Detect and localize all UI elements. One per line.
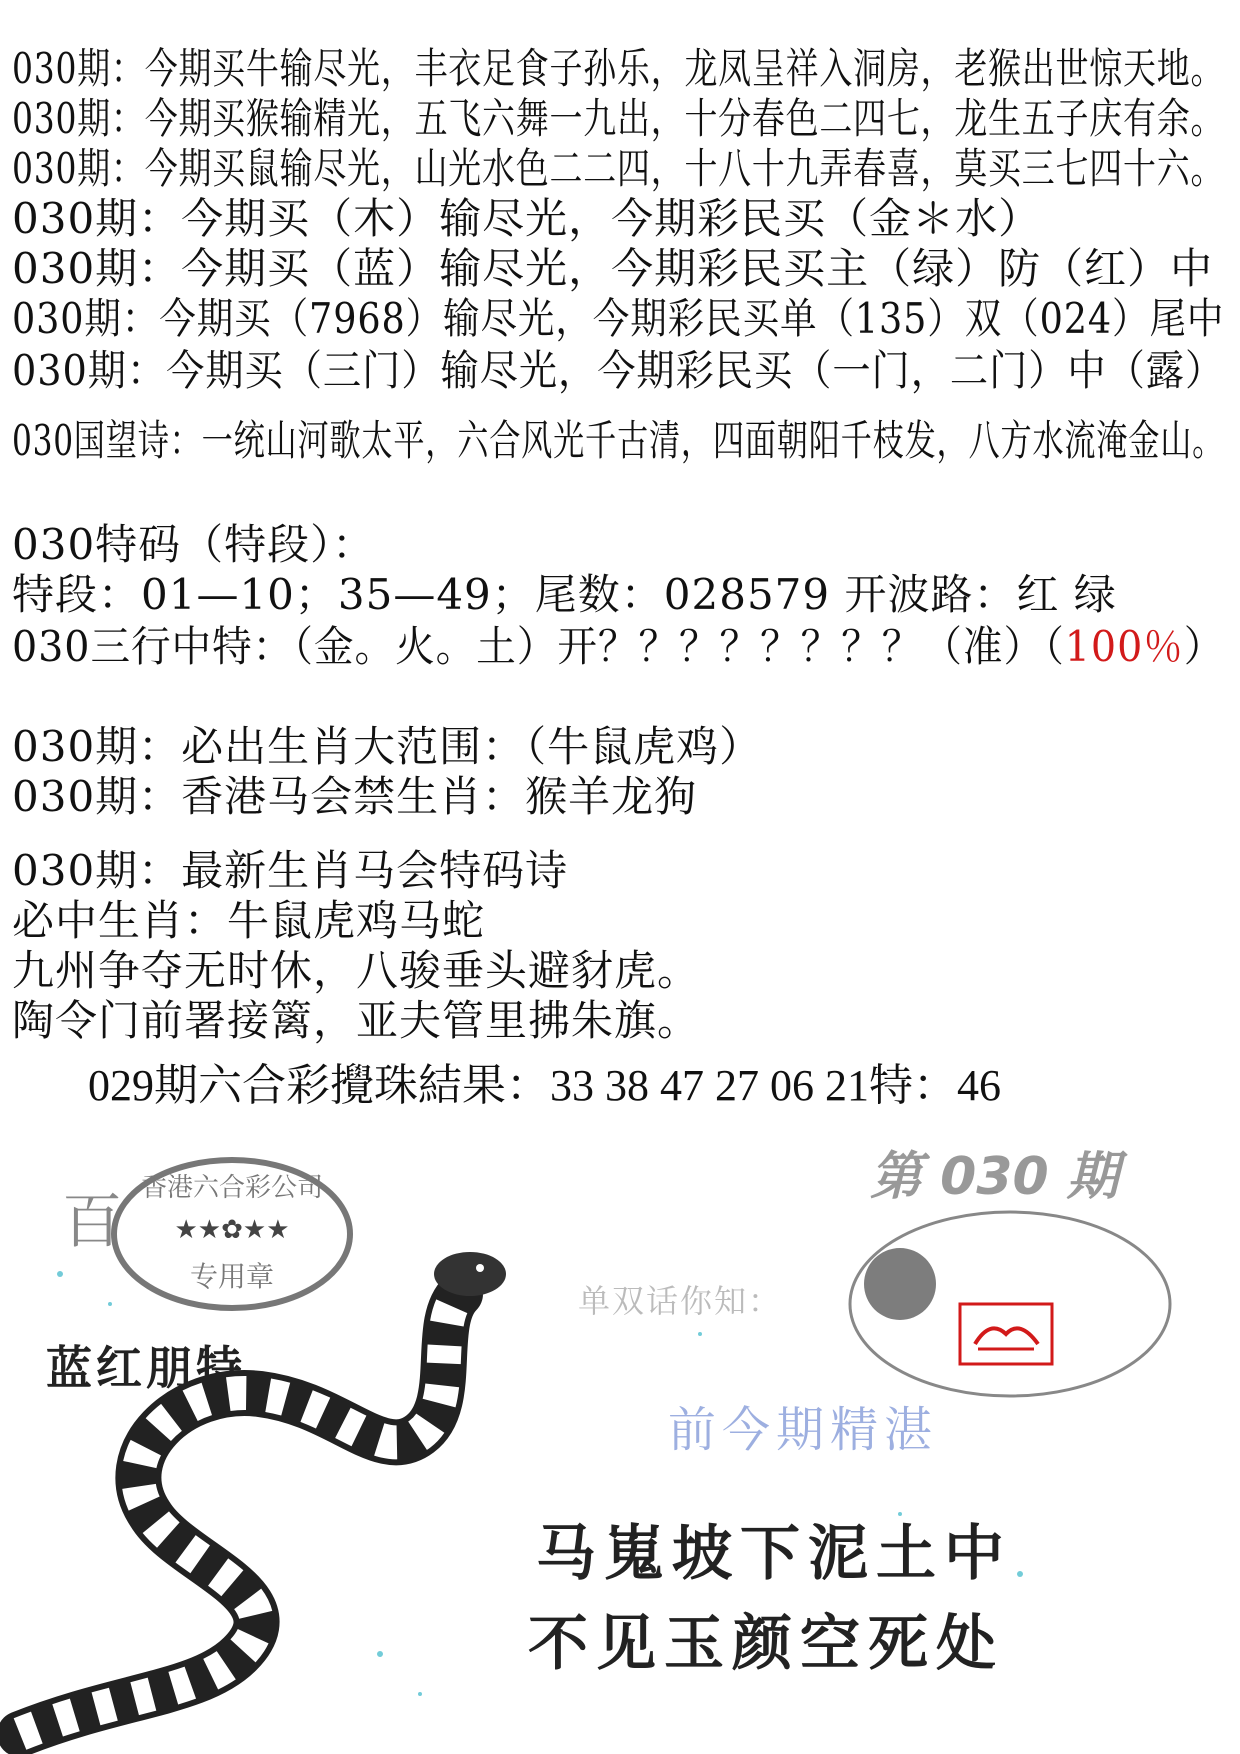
poem-line-2: 陶令门前署接篱，亚夫管里拂朱旗。 (12, 996, 701, 1045)
snake-illustration (20, 1252, 506, 1734)
national-poem-line: 030国望诗：一统山河歌太平，六合风光千古清，四面朝阳千枝发，八方水流淹金山。 (12, 416, 1225, 465)
percent-value: 100％ (1064, 622, 1184, 671)
company-seal (114, 1160, 350, 1308)
three-elements-line (12, 622, 1224, 672)
prediction-line-6: 030期：今期买（7968）输尽光，今期彩民买单（135）双（024）尾中 (12, 294, 1225, 343)
verse-line-2: 不见玉颜空死处 (528, 1609, 1004, 1679)
verse-line-1: 马嵬坡下泥土中 (536, 1519, 1012, 1589)
special-heading: 030特码（特段）： (12, 520, 376, 569)
special-range-line: 特段：01—10；35—49；尾数：028579 开波路：红 绿 (12, 570, 1117, 619)
hint-text: 单双话你知： (578, 1282, 783, 1320)
seal-stars: ★★✿★★ (174, 1215, 290, 1245)
poem-title: 030期：最新生肖马会特码诗 (12, 846, 569, 895)
zodiac-ban-line: 030期：香港马会禁生肖：猴羊龙狗 (12, 772, 698, 821)
handshake-emblem (850, 1212, 1170, 1396)
prediction-line-1: 030期：今期买牛输尽光，丰衣足食子孙乐，龙凤呈祥入洞房，老猴出世惊天地。 (12, 44, 1225, 93)
zodiac-must-line: 030期：必出生肖大范围：（牛鼠虎鸡） (12, 722, 763, 771)
prediction-line-5: 030期：今期买（蓝）输尽光，今期彩民买主（绿）防（红）中 (12, 244, 1214, 293)
bottom-graphic (0, 1134, 1240, 1754)
banner-left-text: 蓝红朋特 (46, 1341, 246, 1395)
prediction-line-3: 030期：今期买鼠输尽光，山光水色二二四，十八十九弄春喜，莫买三七四十六。 (12, 144, 1225, 193)
blue-smudge-text: 前今期精湛 (668, 1402, 939, 1458)
three-elements-text: 030三行中特：（金。火。土）开？？？？？？？？（准）（ (12, 622, 1065, 671)
seal-top-text: 香港六合彩公司 (140, 1173, 324, 1203)
draw-results: 029期六合彩攪珠結果：33 38 47 27 06 21特：46 (88, 1061, 1001, 1110)
poem-line-1: 九州争夺无时休，八骏垂头避豺虎。 (12, 946, 701, 995)
poem-must-zodiac: 必中生肖：牛鼠虎鸡马蛇 (12, 896, 486, 945)
issue-label: 第 030 期 (870, 1147, 1119, 1207)
seal-bottom-text: 专用章 (189, 1260, 275, 1293)
prediction-line-4: 030期：今期买（木）输尽光，今期彩民买（金＊水） (12, 194, 1042, 243)
prediction-line-2: 030期：今期买猴输精光，五飞六舞一九出，十分春色二四七，龙生五子庆有余。 (12, 94, 1225, 143)
three-elements-close: ） (1183, 622, 1225, 671)
left-edge-char: 百 (62, 1187, 122, 1257)
prediction-line-7: 030期：今期买（三门）输尽光，今期彩民买（一门，二门）中（露） (12, 346, 1225, 395)
